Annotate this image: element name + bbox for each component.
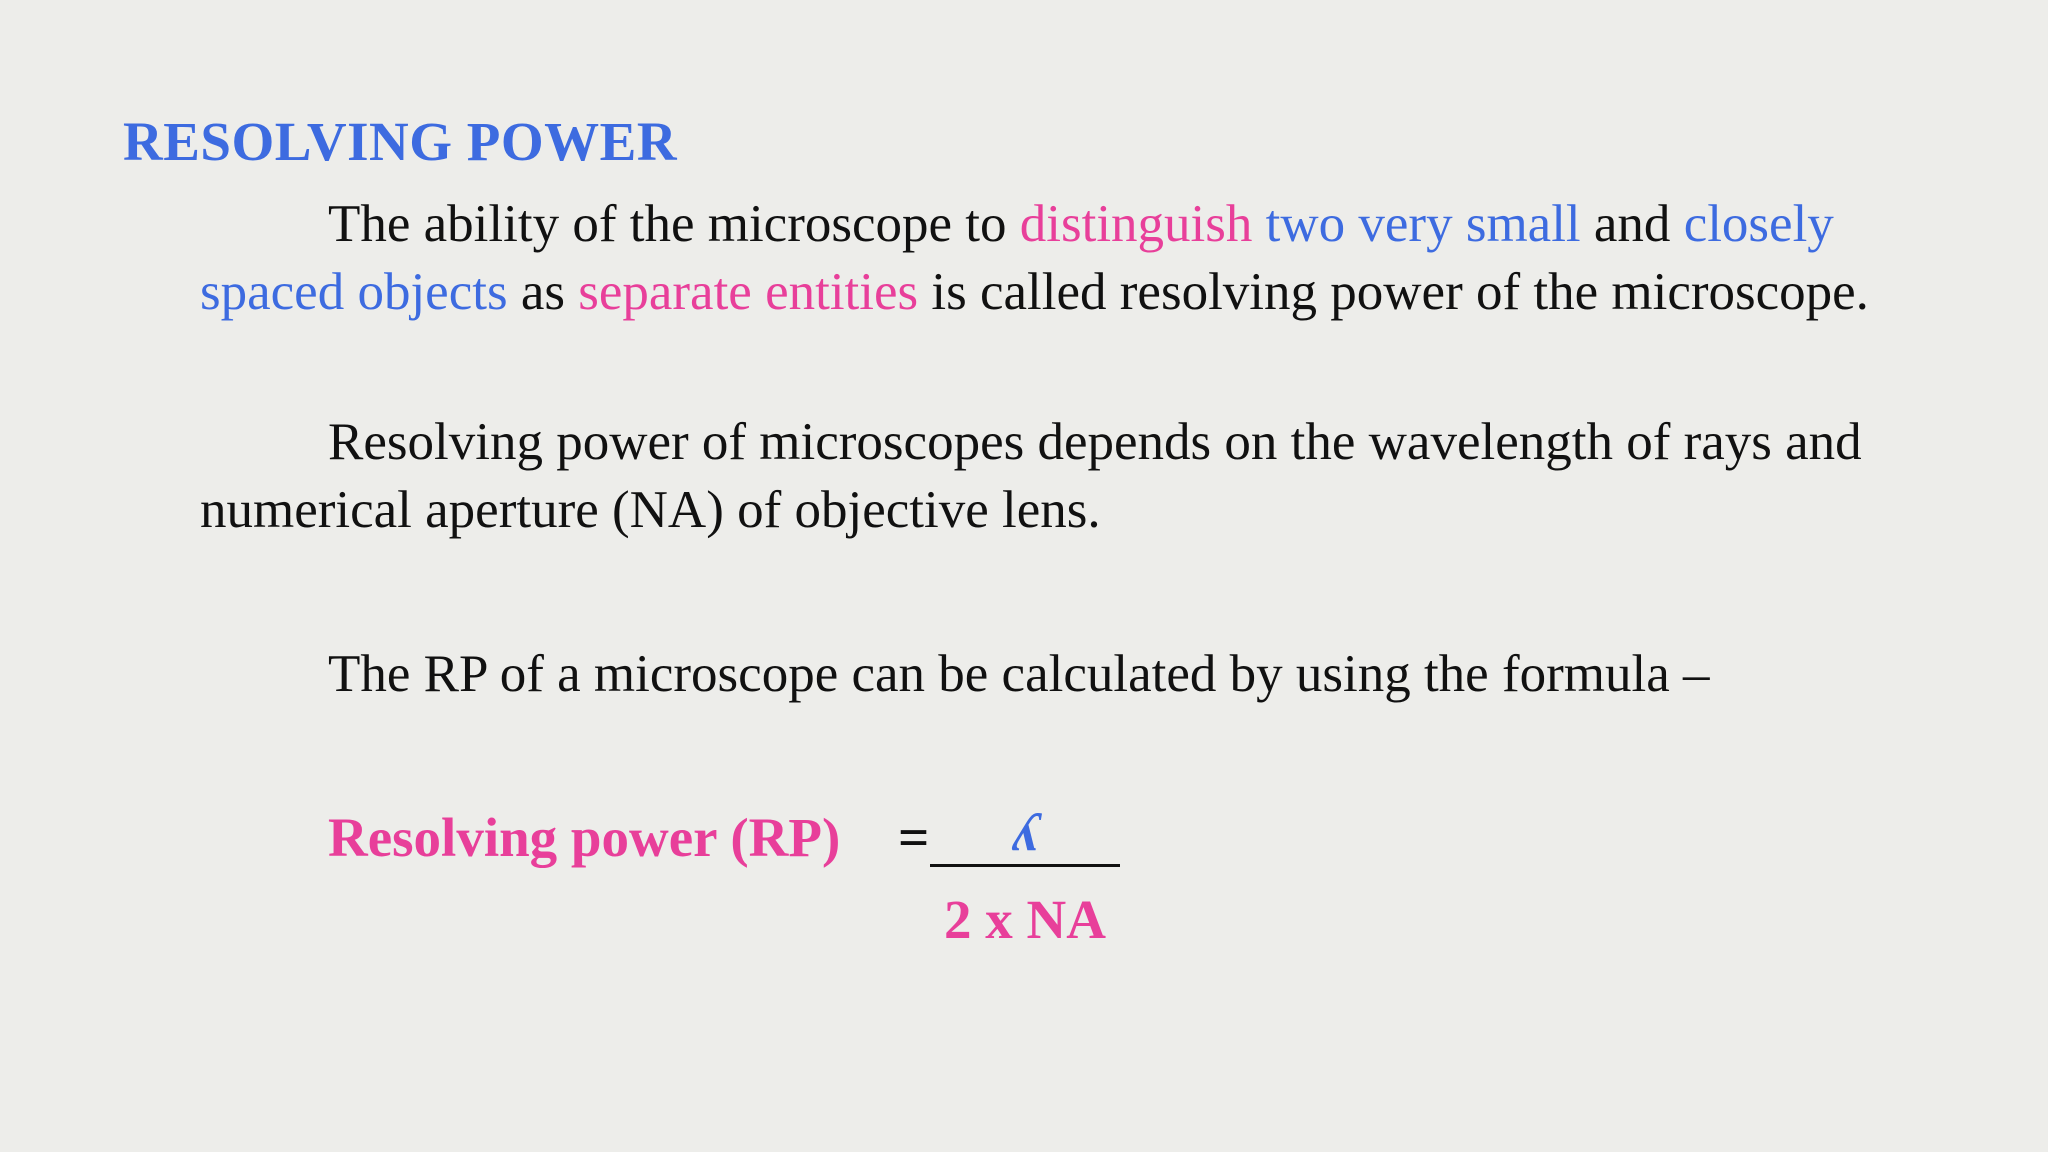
highlight-two-very-small: two very small bbox=[1252, 195, 1581, 253]
highlight-closely-spaced-objects: closely spaced objects bbox=[200, 195, 1834, 321]
formula-intro-paragraph: The RP of a microscope can be calculated by using the formula – bbox=[328, 645, 1710, 703]
definition-text: and bbox=[1580, 195, 1684, 253]
definition-text: The ability of the microscope to bbox=[328, 195, 1020, 253]
highlight-separate-entities: separate entities bbox=[578, 263, 919, 321]
formula-equals-sign: = bbox=[898, 807, 930, 868]
formula-numerator bbox=[930, 800, 1120, 867]
formula-denominator: 2 x NA bbox=[944, 889, 1106, 950]
formula-label: Resolving power (RP) bbox=[328, 807, 841, 868]
lambda-symbol: ʎ bbox=[1012, 801, 1038, 862]
definition-text: as bbox=[507, 263, 579, 321]
highlight-distinguish: distinguish bbox=[1019, 195, 1253, 253]
definition-paragraph bbox=[200, 190, 1880, 326]
definition-text: is called resolving power of the microscope. bbox=[918, 263, 1869, 321]
dependency-paragraph: Resolving power of microscopes depends on the wavelength of rays and numerical aperture (NA) of objective lens. bbox=[200, 413, 1862, 539]
slide-title: RESOLVING POWER bbox=[123, 111, 678, 172]
